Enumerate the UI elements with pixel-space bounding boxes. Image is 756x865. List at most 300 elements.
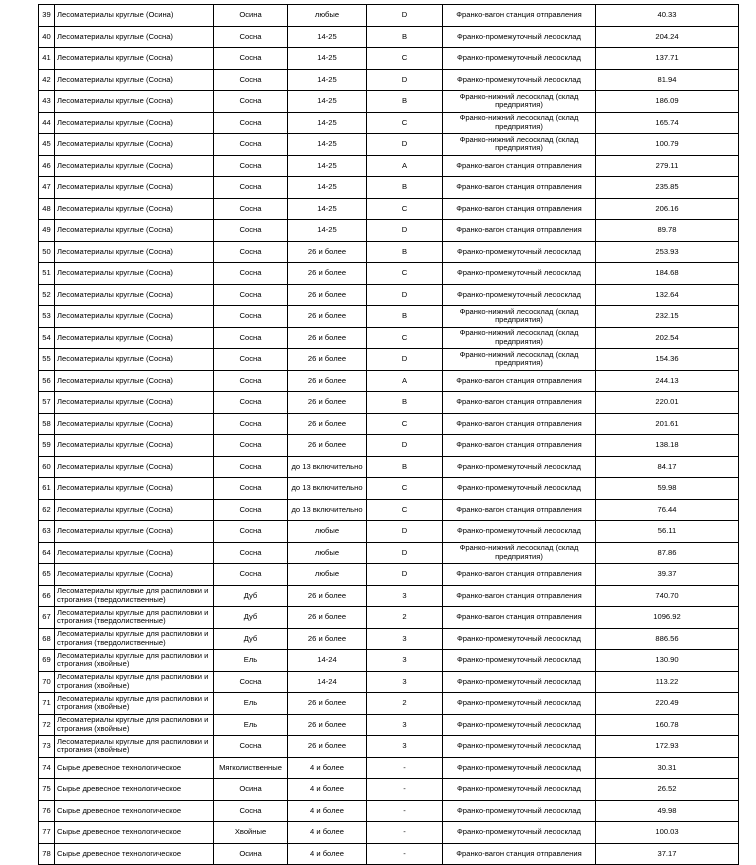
delivery-basis-cell: Франко-нижний лесосклад (склад предприятия): [443, 134, 596, 156]
delivery-basis-cell: Франко-промежуточный лесосклад: [443, 48, 596, 70]
table-row: [39, 757, 739, 779]
grade-cell: D: [367, 220, 443, 242]
row-number-cell: 54: [39, 327, 55, 349]
table-row: [39, 779, 739, 801]
row-number-cell: 76: [39, 800, 55, 822]
diameter-cell: 14-24: [288, 671, 367, 693]
delivery-basis-cell: Франко-вагон станция отправления: [443, 370, 596, 392]
product-name-cell: Лесоматериалы круглые (Сосна): [55, 542, 214, 564]
row-number-cell: 47: [39, 177, 55, 199]
diameter-cell: 4 и более: [288, 822, 367, 844]
row-number-cell: 74: [39, 757, 55, 779]
price-cell: 113.22: [596, 671, 739, 693]
delivery-basis-cell: Франко-промежуточный лесосклад: [443, 757, 596, 779]
grade-cell: 3: [367, 628, 443, 650]
wood-species-cell: Сосна: [214, 306, 288, 328]
wood-species-cell: Сосна: [214, 478, 288, 500]
grade-cell: B: [367, 177, 443, 199]
product-name-cell: Лесоматериалы круглые (Сосна): [55, 413, 214, 435]
price-cell: 132.64: [596, 284, 739, 306]
table-row: [39, 177, 739, 199]
diameter-cell: 26 и более: [288, 392, 367, 414]
table-row: [39, 585, 739, 607]
product-name-cell: Лесоматериалы круглые для распиловки и строгания (хвойные): [55, 650, 214, 672]
table-row: [39, 69, 739, 91]
row-number-cell: 41: [39, 48, 55, 70]
wood-species-cell: Сосна: [214, 220, 288, 242]
price-cell: 235.85: [596, 177, 739, 199]
grade-cell: D: [367, 5, 443, 27]
price-cell: 244.13: [596, 370, 739, 392]
grade-cell: -: [367, 757, 443, 779]
product-name-cell: Лесоматериалы круглые (Сосна): [55, 177, 214, 199]
row-number-cell: 66: [39, 585, 55, 607]
wood-species-cell: Хвойные: [214, 822, 288, 844]
diameter-cell: 26 и более: [288, 263, 367, 285]
grade-cell: D: [367, 435, 443, 457]
delivery-basis-cell: Франко-вагон станция отправления: [443, 220, 596, 242]
product-name-cell: Лесоматериалы круглые (Сосна): [55, 241, 214, 263]
wood-species-cell: Сосна: [214, 69, 288, 91]
delivery-basis-cell: Франко-нижний лесосклад (склад предприятия): [443, 306, 596, 328]
table-row: [39, 456, 739, 478]
price-cell: 202.54: [596, 327, 739, 349]
price-cell: 253.93: [596, 241, 739, 263]
row-number-cell: 75: [39, 779, 55, 801]
diameter-cell: 4 и более: [288, 779, 367, 801]
product-name-cell: Лесоматериалы круглые (Осина): [55, 5, 214, 27]
delivery-basis-cell: Франко-промежуточный лесосклад: [443, 779, 596, 801]
table-row: [39, 327, 739, 349]
wood-species-cell: Ель: [214, 693, 288, 715]
product-name-cell: Лесоматериалы круглые (Сосна): [55, 564, 214, 586]
diameter-cell: 14-25: [288, 91, 367, 113]
delivery-basis-cell: Франко-промежуточный лесосклад: [443, 628, 596, 650]
delivery-basis-cell: Франко-промежуточный лесосклад: [443, 693, 596, 715]
product-name-cell: Лесоматериалы круглые (Сосна): [55, 69, 214, 91]
wood-species-cell: Сосна: [214, 284, 288, 306]
wood-species-cell: Дуб: [214, 628, 288, 650]
product-name-cell: Лесоматериалы круглые (Сосна): [55, 155, 214, 177]
product-name-cell: Лесоматериалы круглые (Сосна): [55, 91, 214, 113]
wood-species-cell: Ель: [214, 650, 288, 672]
row-number-cell: 58: [39, 413, 55, 435]
grade-cell: -: [367, 843, 443, 865]
diameter-cell: 26 и более: [288, 714, 367, 736]
price-cell: 130.90: [596, 650, 739, 672]
price-cell: 184.68: [596, 263, 739, 285]
diameter-cell: 14-25: [288, 155, 367, 177]
delivery-basis-cell: Франко-промежуточный лесосклад: [443, 69, 596, 91]
price-cell: 204.24: [596, 26, 739, 48]
price-cell: 201.61: [596, 413, 739, 435]
table-row: [39, 650, 739, 672]
product-name-cell: Лесоматериалы круглые (Сосна): [55, 220, 214, 242]
row-number-cell: 56: [39, 370, 55, 392]
delivery-basis-cell: Франко-вагон станция отправления: [443, 564, 596, 586]
product-name-cell: Сырье древесное технологическое: [55, 757, 214, 779]
diameter-cell: 26 и более: [288, 370, 367, 392]
wood-species-cell: Осина: [214, 779, 288, 801]
grade-cell: C: [367, 327, 443, 349]
diameter-cell: любые: [288, 564, 367, 586]
wood-species-cell: Сосна: [214, 263, 288, 285]
row-number-cell: 77: [39, 822, 55, 844]
table-row: [39, 155, 739, 177]
grade-cell: -: [367, 822, 443, 844]
grade-cell: 3: [367, 714, 443, 736]
delivery-basis-cell: Франко-вагон станция отправления: [443, 5, 596, 27]
price-cell: 886.56: [596, 628, 739, 650]
price-cell: 165.74: [596, 112, 739, 134]
row-number-cell: 43: [39, 91, 55, 113]
delivery-basis-cell: Франко-промежуточный лесосклад: [443, 284, 596, 306]
table-row: [39, 822, 739, 844]
delivery-basis-cell: Франко-промежуточный лесосклад: [443, 478, 596, 500]
wood-species-cell: Сосна: [214, 198, 288, 220]
wood-species-cell: Сосна: [214, 800, 288, 822]
diameter-cell: 14-25: [288, 198, 367, 220]
table-row: [39, 843, 739, 865]
table-row: [39, 521, 739, 543]
price-cell: 81.94: [596, 69, 739, 91]
diameter-cell: 4 и более: [288, 800, 367, 822]
price-cell: 740.70: [596, 585, 739, 607]
delivery-basis-cell: Франко-нижний лесосклад (склад предприятия): [443, 91, 596, 113]
wood-species-cell: Сосна: [214, 456, 288, 478]
delivery-basis-cell: Франко-вагон станция отправления: [443, 198, 596, 220]
grade-cell: B: [367, 241, 443, 263]
row-number-cell: 49: [39, 220, 55, 242]
table-row: [39, 478, 739, 500]
price-cell: 30.31: [596, 757, 739, 779]
price-cell: 59.98: [596, 478, 739, 500]
wood-species-cell: Сосна: [214, 521, 288, 543]
price-cell: 76.44: [596, 499, 739, 521]
price-cell: 100.03: [596, 822, 739, 844]
delivery-basis-cell: Франко-промежуточный лесосклад: [443, 671, 596, 693]
table-row: [39, 693, 739, 715]
table-row: [39, 413, 739, 435]
table-row: [39, 284, 739, 306]
diameter-cell: 14-24: [288, 650, 367, 672]
grade-cell: -: [367, 779, 443, 801]
row-number-cell: 71: [39, 693, 55, 715]
price-cell: 232.15: [596, 306, 739, 328]
price-cell: 220.49: [596, 693, 739, 715]
diameter-cell: 14-25: [288, 48, 367, 70]
grade-cell: C: [367, 263, 443, 285]
product-name-cell: Лесоматериалы круглые (Сосна): [55, 392, 214, 414]
table-row: [39, 91, 739, 113]
price-cell: 186.09: [596, 91, 739, 113]
wood-species-cell: Ель: [214, 714, 288, 736]
delivery-basis-cell: Франко-вагон станция отправления: [443, 499, 596, 521]
diameter-cell: любые: [288, 5, 367, 27]
product-name-cell: Лесоматериалы круглые для распиловки и строгания (твердолиственные): [55, 607, 214, 629]
diameter-cell: 26 и более: [288, 284, 367, 306]
delivery-basis-cell: Франко-вагон станция отправления: [443, 435, 596, 457]
diameter-cell: 26 и более: [288, 693, 367, 715]
price-cell: 138.18: [596, 435, 739, 457]
row-number-cell: 60: [39, 456, 55, 478]
delivery-basis-cell: Франко-нижний лесосклад (склад предприятия): [443, 349, 596, 371]
delivery-basis-cell: Франко-промежуточный лесосклад: [443, 241, 596, 263]
wood-species-cell: Сосна: [214, 564, 288, 586]
delivery-basis-cell: Франко-вагон станция отправления: [443, 177, 596, 199]
grade-cell: B: [367, 91, 443, 113]
grade-cell: C: [367, 478, 443, 500]
diameter-cell: 26 и более: [288, 736, 367, 758]
table-row: [39, 220, 739, 242]
product-name-cell: Лесоматериалы круглые (Сосна): [55, 478, 214, 500]
table-row: [39, 800, 739, 822]
wood-species-cell: Осина: [214, 843, 288, 865]
price-cell: 206.16: [596, 198, 739, 220]
table-row: [39, 607, 739, 629]
row-number-cell: 48: [39, 198, 55, 220]
delivery-basis-cell: Франко-вагон станция отправления: [443, 585, 596, 607]
price-cell: 37.17: [596, 843, 739, 865]
diameter-cell: 14-25: [288, 220, 367, 242]
wood-species-cell: Сосна: [214, 435, 288, 457]
table-row: [39, 48, 739, 70]
grade-cell: D: [367, 564, 443, 586]
diameter-cell: 26 и более: [288, 413, 367, 435]
row-number-cell: 61: [39, 478, 55, 500]
price-cell: 89.78: [596, 220, 739, 242]
product-name-cell: Лесоматериалы круглые (Сосна): [55, 198, 214, 220]
diameter-cell: 26 и более: [288, 306, 367, 328]
product-name-cell: Лесоматериалы круглые для распиловки и строгания (твердолиственные): [55, 628, 214, 650]
row-number-cell: 70: [39, 671, 55, 693]
grade-cell: A: [367, 155, 443, 177]
diameter-cell: любые: [288, 521, 367, 543]
product-name-cell: Лесоматериалы круглые (Сосна): [55, 284, 214, 306]
wood-species-cell: Сосна: [214, 392, 288, 414]
wood-species-cell: Сосна: [214, 134, 288, 156]
diameter-cell: 14-25: [288, 134, 367, 156]
product-name-cell: Лесоматериалы круглые (Сосна): [55, 263, 214, 285]
row-number-cell: 45: [39, 134, 55, 156]
grade-cell: C: [367, 198, 443, 220]
table-row: [39, 564, 739, 586]
price-cell: 1096.92: [596, 607, 739, 629]
diameter-cell: 26 и более: [288, 349, 367, 371]
grade-cell: -: [367, 800, 443, 822]
grade-cell: 3: [367, 650, 443, 672]
grade-cell: 2: [367, 607, 443, 629]
table-row: [39, 198, 739, 220]
price-cell: 56.11: [596, 521, 739, 543]
row-number-cell: 46: [39, 155, 55, 177]
row-number-cell: 72: [39, 714, 55, 736]
table-body: [39, 5, 739, 865]
delivery-basis-cell: Франко-промежуточный лесосклад: [443, 650, 596, 672]
row-number-cell: 68: [39, 628, 55, 650]
delivery-basis-cell: Франко-промежуточный лесосклад: [443, 263, 596, 285]
table-row: [39, 26, 739, 48]
grade-cell: C: [367, 48, 443, 70]
wood-species-cell: Сосна: [214, 413, 288, 435]
delivery-basis-cell: Франко-промежуточный лесосклад: [443, 714, 596, 736]
price-cell: 137.71: [596, 48, 739, 70]
grade-cell: 3: [367, 671, 443, 693]
table-row: [39, 435, 739, 457]
diameter-cell: 26 и более: [288, 241, 367, 263]
row-number-cell: 51: [39, 263, 55, 285]
table-row: [39, 349, 739, 371]
delivery-basis-cell: Франко-промежуточный лесосклад: [443, 521, 596, 543]
product-name-cell: Сырье древесное технологическое: [55, 779, 214, 801]
row-number-cell: 44: [39, 112, 55, 134]
product-name-cell: Лесоматериалы круглые (Сосна): [55, 26, 214, 48]
row-number-cell: 42: [39, 69, 55, 91]
product-name-cell: Лесоматериалы круглые (Сосна): [55, 112, 214, 134]
delivery-basis-cell: Франко-нижний лесосклад (склад предприятия): [443, 542, 596, 564]
wood-species-cell: Сосна: [214, 155, 288, 177]
grade-cell: B: [367, 456, 443, 478]
row-number-cell: 39: [39, 5, 55, 27]
table-row: [39, 628, 739, 650]
wood-species-cell: Мягколиственные: [214, 757, 288, 779]
row-number-cell: 52: [39, 284, 55, 306]
price-cell: 87.86: [596, 542, 739, 564]
product-name-cell: Лесоматериалы круглые для распиловки и строгания (хвойные): [55, 671, 214, 693]
diameter-cell: 26 и более: [288, 585, 367, 607]
grade-cell: D: [367, 349, 443, 371]
delivery-basis-cell: Франко-нижний лесосклад (склад предприятия): [443, 327, 596, 349]
diameter-cell: 26 и более: [288, 628, 367, 650]
delivery-basis-cell: Франко-промежуточный лесосклад: [443, 822, 596, 844]
table-row: [39, 499, 739, 521]
diameter-cell: 26 и более: [288, 607, 367, 629]
diameter-cell: 26 и более: [288, 327, 367, 349]
wood-species-cell: Сосна: [214, 736, 288, 758]
grade-cell: D: [367, 542, 443, 564]
product-name-cell: Лесоматериалы круглые для распиловки и строгания (хвойные): [55, 736, 214, 758]
product-name-cell: Лесоматериалы круглые (Сосна): [55, 349, 214, 371]
table-row: [39, 306, 739, 328]
wood-species-cell: Сосна: [214, 241, 288, 263]
diameter-cell: любые: [288, 542, 367, 564]
diameter-cell: до 13 включительно: [288, 456, 367, 478]
grade-cell: B: [367, 392, 443, 414]
price-cell: 220.01: [596, 392, 739, 414]
row-number-cell: 55: [39, 349, 55, 371]
price-table: [38, 4, 739, 865]
product-name-cell: Лесоматериалы круглые (Сосна): [55, 48, 214, 70]
table-row: [39, 241, 739, 263]
wood-species-cell: Сосна: [214, 671, 288, 693]
wood-species-cell: Сосна: [214, 499, 288, 521]
grade-cell: 2: [367, 693, 443, 715]
price-cell: 49.98: [596, 800, 739, 822]
product-name-cell: Лесоматериалы круглые (Сосна): [55, 327, 214, 349]
diameter-cell: 14-25: [288, 26, 367, 48]
wood-species-cell: Сосна: [214, 177, 288, 199]
delivery-basis-cell: Франко-вагон станция отправления: [443, 607, 596, 629]
wood-species-cell: Сосна: [214, 26, 288, 48]
row-number-cell: 64: [39, 542, 55, 564]
grade-cell: C: [367, 499, 443, 521]
wood-species-cell: Сосна: [214, 349, 288, 371]
grade-cell: 3: [367, 736, 443, 758]
row-number-cell: 59: [39, 435, 55, 457]
product-name-cell: Сырье древесное технологическое: [55, 843, 214, 865]
row-number-cell: 53: [39, 306, 55, 328]
product-name-cell: Лесоматериалы круглые (Сосна): [55, 499, 214, 521]
wood-species-cell: Сосна: [214, 327, 288, 349]
table-row: [39, 392, 739, 414]
price-cell: 100.79: [596, 134, 739, 156]
product-name-cell: Лесоматериалы круглые (Сосна): [55, 370, 214, 392]
product-name-cell: Лесоматериалы круглые (Сосна): [55, 435, 214, 457]
grade-cell: C: [367, 112, 443, 134]
delivery-basis-cell: Франко-промежуточный лесосклад: [443, 800, 596, 822]
diameter-cell: 14-25: [288, 177, 367, 199]
wood-species-cell: Дуб: [214, 585, 288, 607]
row-number-cell: 78: [39, 843, 55, 865]
row-number-cell: 73: [39, 736, 55, 758]
product-name-cell: Лесоматериалы круглые для распиловки и строгания (твердолиственные): [55, 585, 214, 607]
wood-species-cell: Сосна: [214, 112, 288, 134]
product-name-cell: Лесоматериалы круглые для распиловки и строгания (хвойные): [55, 714, 214, 736]
price-cell: 154.36: [596, 349, 739, 371]
diameter-cell: 4 и более: [288, 843, 367, 865]
table-row: [39, 671, 739, 693]
table-row: [39, 370, 739, 392]
grade-cell: C: [367, 413, 443, 435]
grade-cell: D: [367, 69, 443, 91]
diameter-cell: 26 и более: [288, 435, 367, 457]
diameter-cell: 14-25: [288, 69, 367, 91]
price-cell: 39.37: [596, 564, 739, 586]
price-cell: 279.11: [596, 155, 739, 177]
table-row: [39, 542, 739, 564]
delivery-basis-cell: Франко-вагон станция отправления: [443, 413, 596, 435]
product-name-cell: Сырье древесное технологическое: [55, 822, 214, 844]
delivery-basis-cell: Франко-промежуточный лесосклад: [443, 736, 596, 758]
row-number-cell: 57: [39, 392, 55, 414]
diameter-cell: 14-25: [288, 112, 367, 134]
table-row: [39, 5, 739, 27]
price-cell: 40.33: [596, 5, 739, 27]
delivery-basis-cell: Франко-вагон станция отправления: [443, 843, 596, 865]
wood-species-cell: Сосна: [214, 370, 288, 392]
price-cell: 160.78: [596, 714, 739, 736]
wood-species-cell: Сосна: [214, 542, 288, 564]
table-row: [39, 134, 739, 156]
table-row: [39, 736, 739, 758]
grade-cell: D: [367, 284, 443, 306]
diameter-cell: 4 и более: [288, 757, 367, 779]
table-row: [39, 263, 739, 285]
row-number-cell: 69: [39, 650, 55, 672]
row-number-cell: 65: [39, 564, 55, 586]
grade-cell: D: [367, 521, 443, 543]
row-number-cell: 50: [39, 241, 55, 263]
delivery-basis-cell: Франко-вагон станция отправления: [443, 392, 596, 414]
product-name-cell: Лесоматериалы круглые (Сосна): [55, 521, 214, 543]
product-name-cell: Лесоматериалы круглые (Сосна): [55, 456, 214, 478]
row-number-cell: 67: [39, 607, 55, 629]
product-name-cell: Лесоматериалы круглые для распиловки и строгания (хвойные): [55, 693, 214, 715]
product-name-cell: Лесоматериалы круглые (Сосна): [55, 134, 214, 156]
delivery-basis-cell: Франко-промежуточный лесосклад: [443, 26, 596, 48]
grade-cell: D: [367, 134, 443, 156]
delivery-basis-cell: Франко-вагон станция отправления: [443, 155, 596, 177]
